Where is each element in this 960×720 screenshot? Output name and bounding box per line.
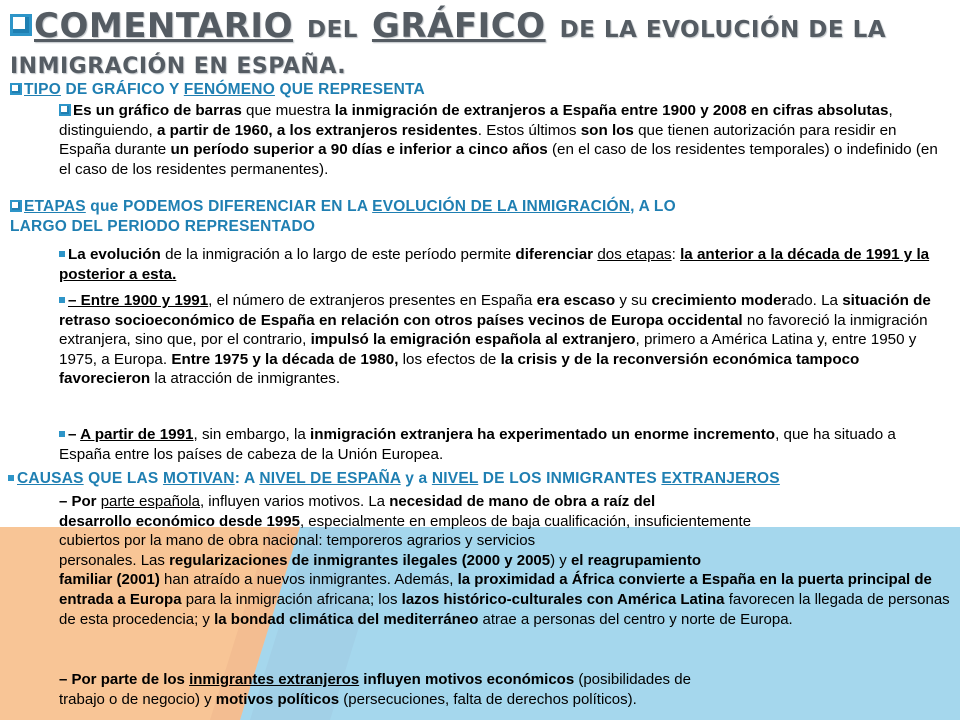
title-part-3: GRÁFICO: [371, 6, 546, 46]
text: los efectos de: [398, 350, 501, 368]
text: para la inmigración africana; los: [181, 590, 402, 608]
text: (en el caso de los residentes temporales) o indefinido (en el caso de los residentes permanentes).: [59, 141, 938, 178]
heading-text: : A: [234, 470, 260, 487]
text-bold: –: [68, 426, 81, 443]
text-bold: Es un gráfico de barras: [73, 102, 242, 119]
section-heading-tipo: [10, 80, 425, 100]
text: que tienen autorización para residir en España durante: [59, 121, 897, 159]
text-bold: era escaso: [536, 292, 616, 309]
text-underlined: parte española: [100, 493, 200, 510]
text-bold: regularizaciones de inmigrantes ilegales (2000 y 2005: [169, 551, 551, 569]
text-bold: el reagrupamiento: [570, 551, 701, 569]
text: (persecuciones, falta de derechos políticos).: [339, 690, 637, 708]
text-bold: la proximidad a África convierte a España en la puerta principal de entrada a Europa: [59, 571, 932, 608]
text: y su: [615, 292, 652, 309]
text: personales. Las: [59, 551, 170, 569]
text-bold: impulsó la emigración española al extranjero: [310, 331, 636, 349]
text-bold: a partir de 1960, a los extranjeros residentes: [156, 121, 478, 139]
paragraph-etapas-2: [59, 291, 951, 389]
heading-text: , A LO: [630, 198, 676, 215]
title-part-5: INMIGRACIÓN EN ESPAÑA.: [10, 54, 347, 79]
text: atrae a personas del centro y norte de Europa.: [478, 610, 793, 628]
heading-link-motivan: MOTIVAN: [162, 470, 235, 487]
text-bold: inmigración extranjera ha experimentado un enorme incremento: [310, 426, 776, 443]
text: :: [671, 246, 681, 263]
text-bold: Entre 1975 y la década de 1980,: [171, 350, 399, 368]
text: no favoreció la inmigración extranjera, sino que, por el contrario,: [59, 311, 928, 349]
text-bold: –: [59, 671, 72, 688]
text: de la inmigración a lo largo de este período permite: [160, 246, 516, 263]
text-bold: motivos políticos: [215, 690, 340, 708]
text: , distinguiendo,: [59, 102, 893, 139]
paragraph-tipo: [59, 101, 951, 179]
section-heading-etapas: [10, 197, 950, 237]
text: (posibilidades de: [574, 671, 691, 688]
paragraph-causas-2: [59, 670, 951, 709]
text-bold: crecimiento moder: [651, 292, 788, 309]
heading-text: DE GRÁFICO Y: [60, 81, 184, 98]
text-bold: la crisis y de la reconversión económica tampoco favorecieron: [59, 350, 860, 388]
text-bold-underlined: inmigrantes extranjeros: [189, 671, 360, 688]
text-bold: desarrollo económico desde 1995: [59, 512, 300, 530]
heading-link-nivel: NIVEL: [431, 470, 479, 487]
text-bold: la bondad climática del mediterráneo: [214, 610, 479, 628]
text-bold-underlined: – Entre 1900 y 1991: [68, 292, 209, 309]
text-bold: La evolución: [68, 246, 161, 263]
heading-link-tipo: TIPO: [24, 81, 61, 98]
checkbox-bullet-icon: [10, 14, 32, 36]
heading-text: LARGO DEL PERIODO REPRESENTADO: [10, 218, 316, 235]
text: , influyen varios motivos. La: [199, 493, 390, 510]
text-bold: – Por: [59, 493, 101, 510]
heading-text: y a: [400, 470, 432, 487]
text-underlined: dos etapas: [597, 246, 672, 263]
heading-link-extranjeros: EXTRANJEROS: [661, 470, 780, 487]
square-bullet-icon: [8, 475, 14, 481]
text-bold: lazos histórico-culturales con América Latina: [401, 590, 725, 608]
text-bold: necesidad de mano de obra a raíz del: [389, 493, 656, 510]
text: trabajo o de negocio) y: [59, 690, 216, 708]
square-bullet-icon: [59, 251, 65, 257]
paragraph-etapas-1: [59, 245, 951, 284]
text: . Estos últimos: [477, 121, 581, 139]
text-bold-underlined: la anterior a la década de 1991 y la posterior a esta.: [59, 246, 930, 283]
text: la atracción de inmigrantes.: [150, 370, 341, 388]
paragraph-causas-1: [59, 492, 951, 629]
text: han atraído a nuevos inmigrantes. Además,: [159, 571, 458, 589]
text-bold: diferenciar: [515, 246, 598, 263]
text-bold: un período superior a 90 días e inferior a cinco años: [170, 141, 548, 159]
title-part-2: DEL: [306, 17, 358, 43]
checkbox-bullet-icon: [10, 200, 22, 212]
text: , el número de extranjeros presentes en España: [208, 292, 537, 309]
text: ado. La: [787, 292, 843, 309]
heading-link-nivel-espana: NIVEL DE ESPAÑA: [259, 470, 401, 487]
text-bold: familiar (2001): [59, 571, 160, 589]
heading-text: que PODEMOS DIFERENCIAR EN LA: [85, 198, 373, 215]
paragraph-etapas-3: [59, 425, 951, 464]
text-bold: influyen motivos económicos: [359, 671, 575, 688]
square-bullet-icon: [59, 431, 65, 437]
heading-text: DE LOS INMIGRANTES: [478, 470, 662, 487]
section-heading-causas: [8, 469, 780, 489]
heading-link-causas: CAUSAS: [17, 470, 84, 487]
text-bold: Por parte de los: [71, 671, 190, 688]
text-bold: son los: [580, 121, 634, 139]
slide-title: [10, 8, 955, 86]
text-bold-underlined: A partir de 1991: [80, 426, 194, 443]
text: favorecen la llegada de personas de esta procedencia; y: [59, 590, 950, 628]
heading-link-etapas: ETAPAS: [24, 198, 86, 215]
text: ) y: [550, 551, 571, 569]
text: , especialmente en empleos de baja cualificación, insuficientemente: [299, 512, 752, 530]
checkbox-bullet-icon: [59, 104, 71, 116]
title-part-1: COMENTARIO: [34, 6, 293, 46]
text-bold: situación de retraso socioeconómico de España en relación con otros países vecinos de Europa occidental: [59, 292, 931, 329]
title-part-4: DE LA EVOLUCIÓN DE LA: [559, 17, 887, 43]
text-bold: la inmigración de extranjeros a España entre 1900 y 2008 en cifras absolutas: [334, 102, 889, 119]
text: cubiertos por la mano de obra nacional: temporeros agrarios y servicios: [59, 532, 536, 550]
heading-link-evolucion: EVOLUCIÓN DE LA INMIGRACIÓN: [372, 198, 631, 215]
square-bullet-icon: [59, 297, 65, 303]
text: que muestra: [241, 102, 335, 119]
heading-text: QUE LAS: [83, 470, 163, 487]
heading-link-fenomeno: FENÓMENO: [183, 81, 275, 98]
text: , sin embargo, la: [193, 426, 311, 443]
text: , que ha situado a España entre los países de cabeza de la Unión Europea.: [59, 426, 896, 463]
checkbox-bullet-icon: [10, 83, 22, 95]
text: , primero a América Latina y, entre 1950 y 1975, a Europa.: [59, 331, 917, 368]
heading-text: QUE REPRESENTA: [274, 81, 425, 98]
